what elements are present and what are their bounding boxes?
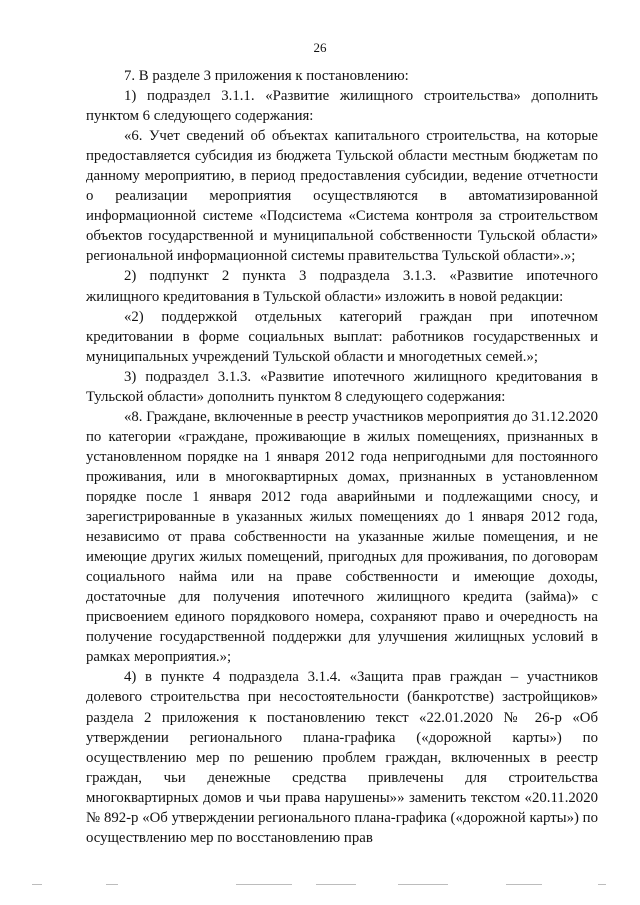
scan-mark	[32, 884, 42, 885]
document-body	[86, 66, 598, 848]
scan-mark	[506, 884, 542, 885]
paragraph-item-1: 1) подраздел 3.1.1. «Развитие жилищного строительства» дополнить пунктом 6 следующего содержания:	[86, 88, 598, 125]
paragraph-quote-6: «6. Учет сведений об объектах капитального строительства, на которые предоставляется субсидия из бюджета Тульской области местным бюджетам по данному мероприятию, в период предоставления субсидии, ведение отчетности о реализации мероприятия осуществляются в автоматизированной информационной системе «Подсистема «Система контроля за строительством объектов государственной и муниципальной собственности Тульской области» региональной информационной системы правительства Тульской области».»;	[86, 128, 598, 265]
scan-mark	[106, 884, 118, 885]
scan-artifacts	[0, 884, 640, 894]
paragraph-item-4: 4) в пункте 4 подраздела 3.1.4. «Защита прав граждан – участников долевого строительства при несостоятельности (банкротстве) застройщиков» раздела 2 приложения к постановлению текст «22.01.2020 № 26-р «Об утверждении регионального плана-графика («дорожной карты») по осуществлению мер по решению проблем граждан, включенных в реестр граждан, чьи денежные средства привлечены для строительства многоквартирных домов и чьи права нарушены»» заменить текстом «20.11.2020 № 892-р «Об утверждении регионального плана-графика («дорожной карты») по осуществлению мер по восстановлению прав	[86, 669, 598, 846]
scan-mark	[316, 884, 356, 885]
paragraph-quote-2: «2) поддержкой отдельных категорий граждан при ипотечном кредитовании в форме социальных выплат: работников государственных и муниципальных учреждений Тульской области и многодетных семей.»;	[86, 308, 598, 365]
paragraph-item-2: 2) подпункт 2 пункта 3 подраздела 3.1.3. «Развитие ипотечного жилищного кредитования в Тульской области» изложить в новой редакции:	[86, 268, 598, 305]
paragraph-item-3: 3) подраздел 3.1.3. «Развитие ипотечного жилищного кредитования в Тульской области» дополнить пунктом 8 следующего содержания:	[86, 368, 598, 405]
scan-mark	[236, 884, 292, 885]
scan-mark	[398, 884, 448, 885]
page-number: 26	[313, 40, 327, 55]
paragraph-section-7-intro: 7. В разделе 3 приложения к постановлению:	[124, 68, 409, 84]
paragraph-quote-8: «8. Граждане, включенные в реестр участников мероприятия до 31.12.2020 по категории «граждане, проживающие в жилых помещениях, признанных в установленном порядке на 1 января 2012 года непригодными для постоянного проживания, или в многоквартирных домах, признанных в установленном порядке после 1 января 2012 года аварийными и подлежащими сносу, и зарегистрированные в указанных жилых помещениях до 1 января 2012 года, независимо от права собственности на указанные жилые помещения, и не имеющие других жилых помещений, пригодных для проживания, по договорам социального найма или на праве собственности и имеющие доходы, достаточные для получения ипотечного жилищного кредита (займа)» с присвоением единого порядкового номера, сохраняют право и очередность на получение государственной поддержки для улучшения жилищных условий в рамках мероприятия.»;	[86, 408, 598, 666]
scan-mark	[598, 884, 606, 885]
